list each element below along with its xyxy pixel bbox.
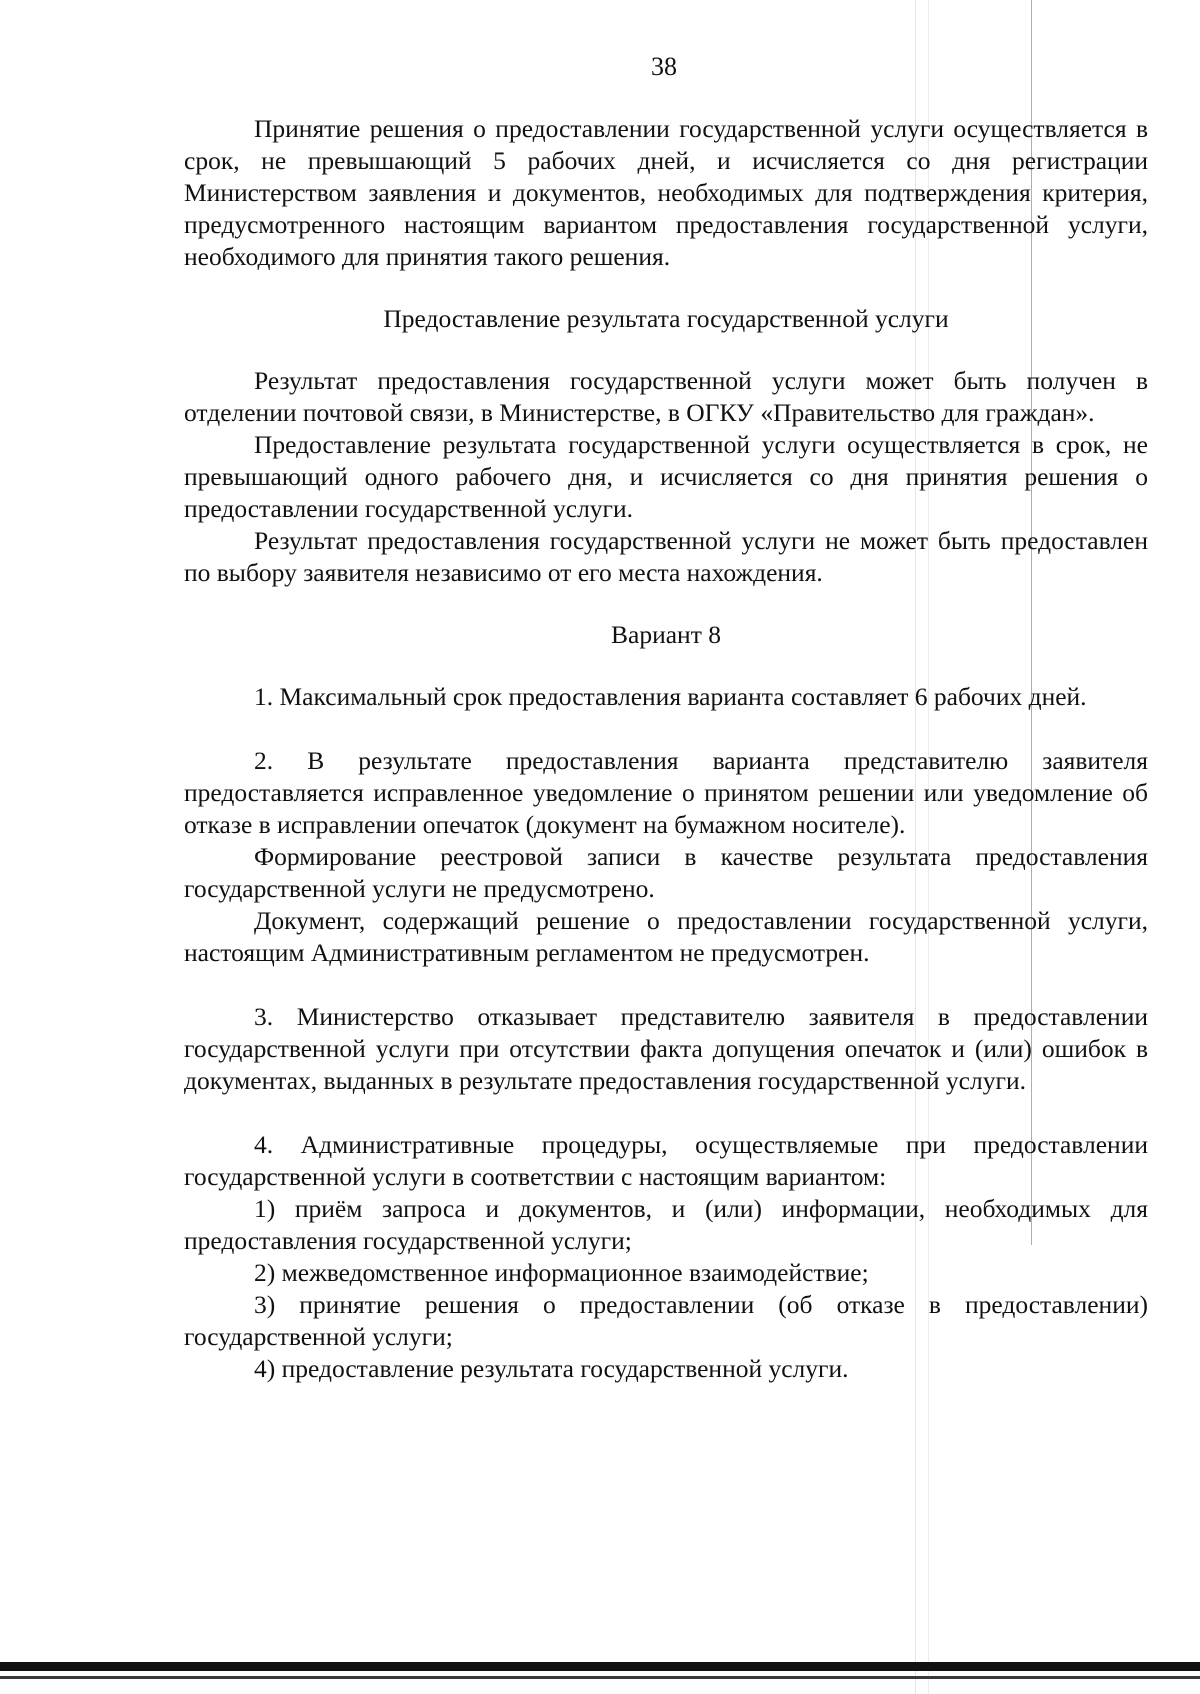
- page-number: 38: [651, 52, 677, 81]
- scan-border-bottom-thin: [0, 1676, 1200, 1679]
- list-item-2: 2. В результате предоставления варианта представителю заявителя предоставляется исправленное уведомление о принятом решении или уведомление об отказе в исправлении опечаток (документ на бумажном носителе).: [184, 746, 1148, 839]
- sub-item-2: 2) межведомственное информационное взаимодействие;: [254, 1258, 869, 1287]
- list-item-4: 4. Административные процедуры, осуществляемые при предоставлении государственной услуги в соответствии с настоящим вариантом:: [184, 1130, 1148, 1191]
- section-heading-variant: Вариант 8: [611, 620, 721, 649]
- paragraph-result-location: Результат предоставления государственной услуги не может быть предоставлен по выбору заявителя независимо от его места нахождения.: [184, 526, 1148, 587]
- section-heading-result: Предоставление результата государственной услуги: [383, 304, 949, 333]
- sub-item-1: 1) приём запроса и документов, и (или) информации, необходимых для предоставления государственной услуги;: [184, 1194, 1148, 1255]
- paragraph-result-term: Предоставление результата государственной услуги осуществляется в срок, не превышающий одного рабочего дня, и исчисляется со дня принятия решения о предоставлении государственной услуги.: [184, 430, 1148, 523]
- document-body: [184, 113, 1148, 1385]
- paragraph-registry-record: Формирование реестровой записи в качестве результата предоставления государственной услуги не предусмотрено.: [184, 842, 1148, 903]
- sub-item-4: 4) предоставление результата государственной услуги.: [254, 1354, 849, 1383]
- paragraph-result-channels: Результат предоставления государственной услуги может быть получен в отделении почтовой связи, в Министерстве, в ОГКУ «Правительство для граждан».: [184, 366, 1148, 427]
- scan-border-bottom: [0, 1662, 1200, 1671]
- list-item-3: 3. Министерство отказывает представителю заявителя в предоставлении государственной услуги при отсутствии факта допущения опечаток и (или) ошибок в документах, выданных в результате предоставления государственной услуги.: [184, 1002, 1148, 1095]
- paragraph-decision-document: Документ, содержащий решение о предоставлении государственной услуги, настоящим Административным регламентом не предусмотрен.: [184, 906, 1148, 967]
- list-item-1: 1. Максимальный срок предоставления варианта составляет 6 рабочих дней.: [254, 682, 1087, 711]
- paragraph-decision-term: Принятие решения о предоставлении государственной услуги осуществляется в срок, не превышающий 5 рабочих дней, и исчисляется со дня регистрации Министерством заявления и документов, необходимых для подтверждения критерия, предусмотренного настоящим вариантом предоставления государственной услуги, необходимого для принятия такого решения.: [184, 114, 1148, 271]
- sub-item-3: 3) принятие решения о предоставлении (об отказе в предоставлении) государственной услуги;: [184, 1290, 1148, 1351]
